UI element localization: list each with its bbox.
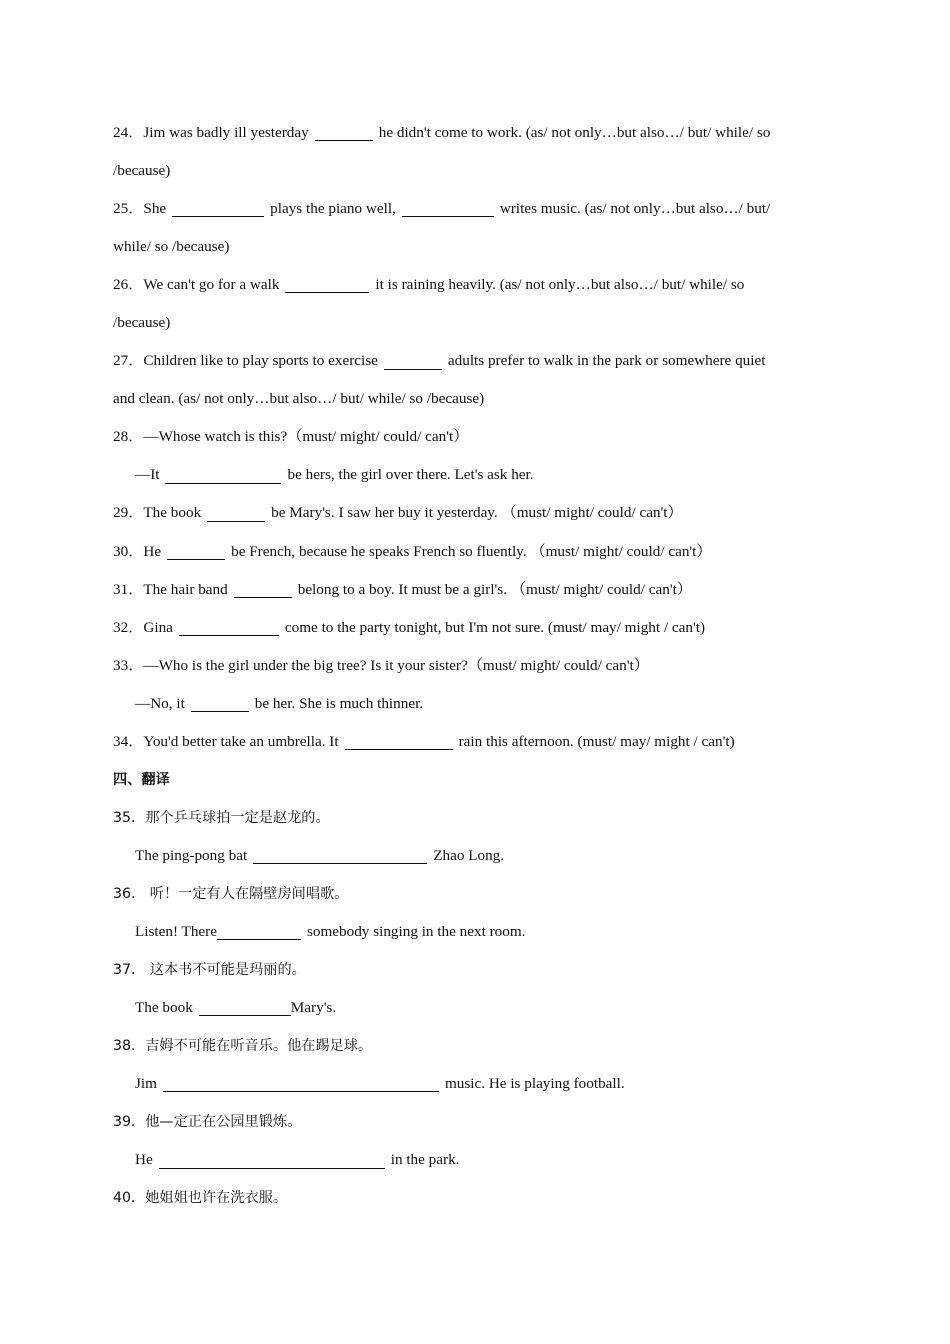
question-text: 32．Gina (113, 618, 173, 636)
question-28 (113, 418, 843, 456)
question-33 (113, 647, 843, 685)
question-text: /because) (113, 162, 171, 180)
question-33-answer (113, 685, 843, 723)
answer-blank[interactable] (345, 733, 453, 750)
question-38-answer (113, 1065, 843, 1103)
answer-blank[interactable] (384, 353, 442, 370)
answer-blank[interactable] (159, 1152, 385, 1169)
question-24-continued (113, 152, 843, 190)
answer-blank[interactable] (315, 124, 373, 141)
question-text: Jim (135, 1075, 157, 1093)
question-text: 25．She (113, 200, 167, 218)
question-text: /because) (113, 314, 171, 332)
question-text: belong to a boy. It must be a girl's. （must/ might/ could/ can't） (297, 580, 692, 598)
question-text: be her. She is much thinner. (254, 694, 424, 712)
question-text: —No, it (135, 694, 185, 712)
question-text: somebody singing in the next room. (306, 922, 526, 940)
question-text: 24．Jim was badly ill yesterday (113, 124, 309, 141)
question-text: The ping-pong bat (135, 846, 248, 864)
question-text: be Mary's. I saw her buy it yesterday. （must/ might/ could/ can't） (271, 504, 683, 522)
question-36-answer (113, 913, 843, 951)
question-31 (113, 571, 843, 609)
answer-blank[interactable] (253, 847, 427, 864)
question-text: 26．We can't go for a walk (113, 276, 280, 294)
question-39-prompt: 39．他—定正在公园里锻炼。 (113, 1114, 302, 1131)
question-35-prompt: 35．那个乒乓球拍一定是赵龙的。 (113, 809, 330, 826)
answer-blank[interactable] (179, 619, 279, 636)
question-text: 34．You'd better take an umbrella. It (113, 732, 339, 750)
question-text: 30．He (113, 542, 162, 560)
question-26-continued (113, 304, 843, 342)
question-25 (113, 190, 843, 228)
question-text: 31．The hair band (113, 580, 228, 598)
question-text: Listen! There (135, 922, 217, 940)
question-27 (113, 342, 843, 380)
question-37-prompt: 37． 这本书不可能是玛丽的。 (113, 962, 306, 979)
question-text: be French, because he speaks French so fluently. （must/ might/ could/ can't） (231, 542, 712, 560)
question-text: music. He is playing football. (444, 1075, 625, 1093)
answer-blank[interactable] (199, 999, 291, 1016)
question-text: adults prefer to walk in the park or somewhere quiet (447, 352, 766, 370)
question-text: 27．Children like to play sports to exercise (113, 352, 378, 370)
answer-blank[interactable] (207, 505, 265, 522)
question-text: in the park. (390, 1151, 460, 1169)
section-title: 四、翻译 (113, 771, 170, 788)
question-30 (113, 533, 843, 571)
question-text: rain this afternoon. (must/ may/ might / can't) (458, 732, 735, 750)
question-text: Mary's. (290, 999, 337, 1017)
question-text: Zhao Long. (433, 846, 505, 864)
answer-blank[interactable] (285, 276, 369, 293)
answer-blank[interactable] (167, 543, 225, 560)
answer-blank[interactable] (172, 200, 264, 217)
question-29 (113, 494, 843, 532)
question-text: He (135, 1151, 153, 1169)
question-text: while/ so /because) (113, 238, 230, 256)
answer-blank[interactable] (402, 200, 494, 217)
question-24 (113, 114, 843, 152)
question-text: he didn't come to work. (as/ not only…but also…/ but/ while/ so (378, 124, 771, 141)
question-text: plays the piano well, (270, 200, 396, 218)
question-text: and clean. (as/ not only…but also…/ but/ while/ so /because) (113, 390, 485, 408)
question-32 (113, 609, 843, 647)
question-text: it is raining heavily. (as/ not only…but also…/ but/ while/ so (375, 276, 745, 294)
question-34 (113, 723, 843, 761)
question-text: writes music. (as/ not only…but also…/ but/ (499, 200, 771, 218)
worksheet-page (113, 114, 843, 1217)
answer-blank[interactable] (191, 695, 249, 712)
question-27-continued (113, 380, 843, 418)
question-37-answer (113, 989, 843, 1027)
question-36-prompt: 36． 听！一定有人在隔壁房间唱歌。 (113, 885, 349, 902)
question-text: 28．—Whose watch is this?（must/ might/ could/ can't） (113, 428, 469, 446)
answer-blank[interactable] (217, 923, 301, 940)
answer-blank[interactable] (234, 581, 292, 598)
answer-blank[interactable] (165, 467, 281, 484)
question-28-answer (113, 456, 843, 494)
question-26 (113, 266, 843, 304)
question-35-answer (113, 837, 843, 875)
question-text: The book (135, 999, 193, 1017)
answer-blank[interactable] (163, 1075, 439, 1092)
question-text: be hers, the girl over there. Let's ask her. (287, 466, 534, 484)
question-40-prompt: 40．她姐姐也许在洗衣服。 (113, 1190, 288, 1207)
question-text: —It (135, 466, 160, 484)
question-text: come to the party tonight, but I'm not sure. (must/ may/ might / can't) (284, 618, 706, 636)
question-text: 29．The book (113, 504, 202, 522)
question-38-prompt: 38．吉姆不可能在听音乐。他在踢足球。 (113, 1038, 373, 1055)
question-text: 33．—Who is the girl under the big tree? Is it your sister?（must/ might/ could/ can't） (113, 656, 649, 674)
question-25-continued (113, 228, 843, 266)
question-39-answer (113, 1141, 843, 1179)
